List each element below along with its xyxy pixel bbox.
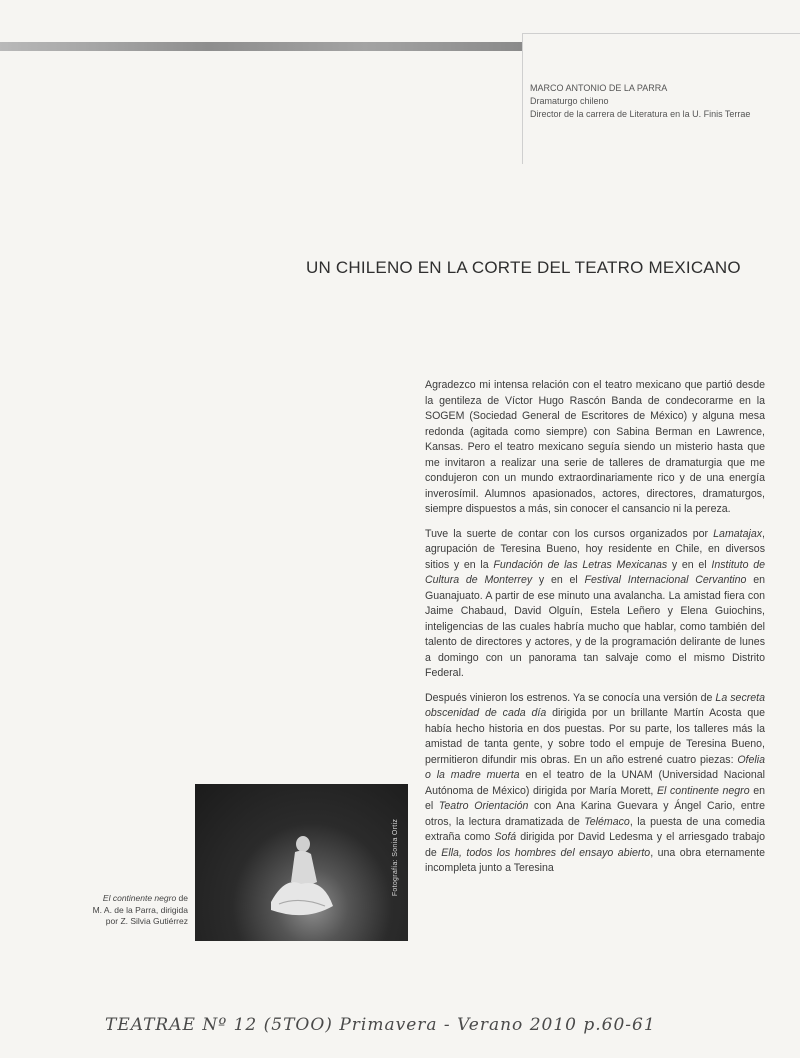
italic-title: Festival Internacional Cervantino bbox=[584, 574, 747, 586]
italic-title: Ella, todos los hombres del ensayo abierto bbox=[441, 846, 651, 859]
text-run: Tuve la suerte de contar con los cursos organizados por bbox=[425, 527, 714, 540]
text-run: y en el bbox=[532, 574, 585, 586]
body-paragraph bbox=[425, 527, 765, 682]
text-run: , una obra eternamente incompleta junto a Teresina bbox=[425, 846, 765, 874]
text-run: en el bbox=[425, 784, 766, 812]
handwritten-citation: TEATRAE Nº 12 (5TOO) Primavera - Verano 2010 p.60-61 bbox=[105, 1015, 656, 1035]
photo-credit: Fotografía: Sonia Ortiz bbox=[391, 818, 399, 897]
author-role: Dramaturgo chileno bbox=[530, 96, 609, 106]
italic-title: Sofá bbox=[494, 831, 517, 843]
italic-title: Ofelia o la madre muerta bbox=[425, 753, 765, 781]
text-run: Agradezco mi intensa relación con el teatro mexicano que partió desde la gentileza de Víctor Hugo Rascón Banda de condecorarme en la SOGEM (Sociedad General de Escritores de México) y alguna mesa redonda (agitada como siempre) con Sabina Berman en Lawrence, Kansas. Pero el teatro mexicano seguía siendo un misterio hasta que me invitaron a realizar una serie de talleres de dramaturgia que me condujeron con un mundo extraordinariamente rico y de una energía inverosímil. Alumnos apasionados, actores, directores, dramaturgos, siempre dispuestos a más, sin conocer el cansancio ni la pereza. bbox=[425, 379, 765, 515]
text-run: , agrupación de Teresina Bueno, hoy residente en Chile, en diversos sitios y en la bbox=[425, 527, 765, 571]
author-position: Director de la carrera de Literatura en la U. Finis Terrae bbox=[530, 109, 751, 119]
italic-title: La secreta obscenidad de cada día bbox=[425, 691, 765, 719]
text-run: y en el bbox=[667, 558, 712, 571]
text-run: con Ana Karina Guevara y Ángel Cario, entre otros, la lectura dramatizada de bbox=[425, 800, 765, 828]
caption-line2: M. A. de la Parra, dirigida bbox=[92, 904, 188, 915]
header-rule bbox=[0, 42, 522, 51]
text-run: , la puesta de una comedia extraña como bbox=[425, 815, 765, 843]
article-title: UN CHILENO EN LA CORTE DEL TEATRO MEXICANO bbox=[306, 258, 741, 277]
body-paragraph bbox=[425, 691, 765, 877]
text-run: Después vinieron los estrenos. Ya se conocía una versión de bbox=[425, 691, 716, 704]
article-body bbox=[425, 378, 765, 886]
body-paragraph bbox=[425, 378, 765, 518]
author-name: MARCO ANTONIO DE LA PARRA bbox=[530, 83, 668, 93]
italic-title: El continente negro bbox=[656, 784, 750, 797]
caption-line3: por Z. Silvia Gutiérrez bbox=[105, 916, 188, 926]
performer-figure bbox=[265, 832, 335, 920]
caption-line1-rest: de bbox=[176, 893, 188, 903]
italic-title: Fundación de las Letras Mexicanas bbox=[493, 558, 668, 571]
italic-title: Teatro Orientación bbox=[438, 800, 529, 812]
italic-title: Instituto de Cultura de Monterrey bbox=[425, 558, 765, 586]
text-run: en Guanajuato. A partir de ese minuto una avalancha. La amistad fiera con Jaime Chabaud, David Olguín, Estela Leñero y Elena Guiochins, inteligencias de las cuales habría mucho que hablar, como también del talento de directores y actores, y de la programación delirante de lunes a domingo con un panorama tan salvaje como el mismo Distrito Federal. bbox=[425, 574, 765, 679]
italic-title: Lamatajax bbox=[713, 527, 763, 540]
text-run: en el teatro de la UNAM (Universidad Nacional Autónoma de México) dirigida por María Morett, bbox=[425, 769, 765, 797]
author-block bbox=[530, 82, 795, 121]
italic-title: Telémaco bbox=[584, 815, 630, 828]
stage-photo bbox=[195, 784, 408, 941]
text-run: dirigida por David Ledesma y el arriesgado trabajo de bbox=[425, 831, 765, 859]
text-run: dirigida por un brillante Martín Acosta que había hecho historia en dos puestas. Por su parte, los talleres más la amistad de tanta gente, y sobre todo el empuje de Teresina Bueno, permitieron difundir mis obras. En un año estrené cuatro piezas: bbox=[425, 707, 765, 766]
photo-caption bbox=[60, 893, 188, 928]
caption-title: El continente negro bbox=[102, 893, 177, 903]
